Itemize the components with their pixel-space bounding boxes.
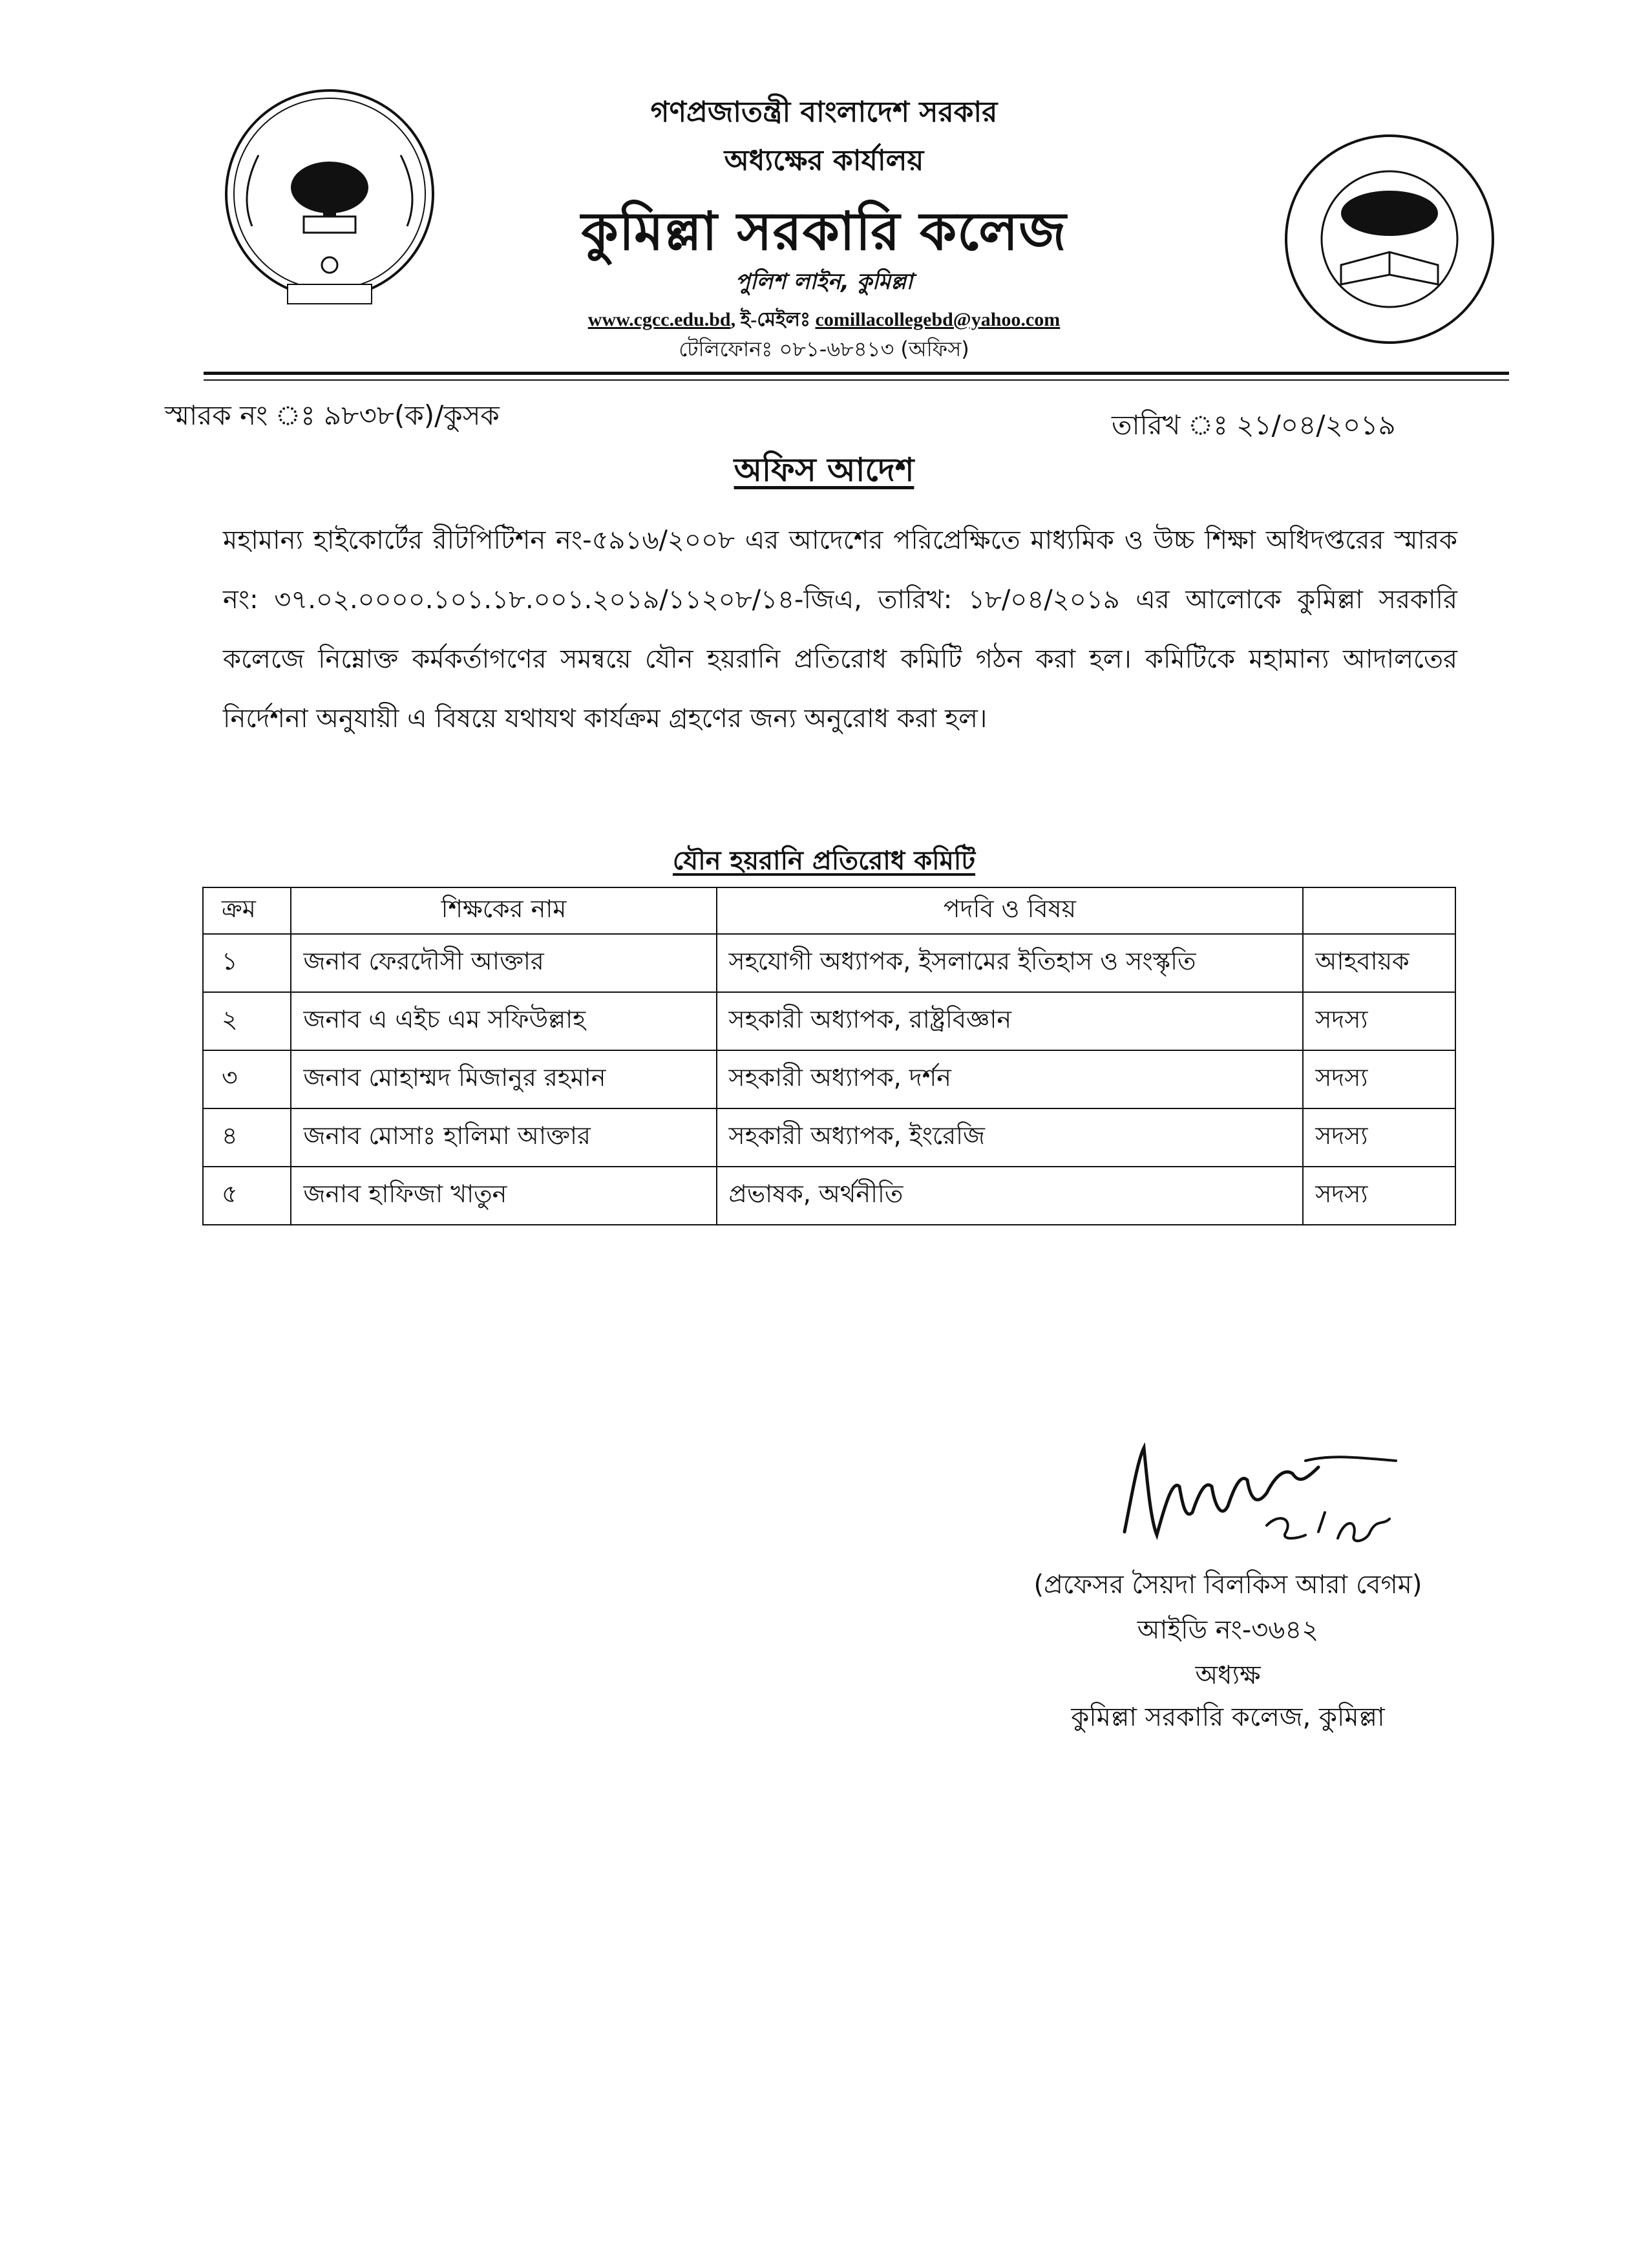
website-link[interactable]: www.cgcc.edu.bd <box>587 309 731 330</box>
row-serial: ৪ <box>203 1108 291 1167</box>
order-body: মহামান্য হাইকোর্টের রীটপিটিশন নং-৫৯১৬/২০০৮ এর আদেশের পরিপ্রেক্ষিতে মাধ্যমিক ও উচ্চ শিক্ষা অধিদপ্তরের স্মারক নং: ৩৭.০২.০০০০.১০১.১৮.০০১.২০১৯/১১২০৮/১৪-জিএ, তারিখ: ১৮/০৪/২০১৯ এর আলোকে কুমিল্লা সরকারি কলেজে নিম্নোক্ত কর্মকর্তাগণের সমন্বয়ে যৌন হয়রানি প্রতিরোধ কমিটি গঠন করা হল। কমিটিকে মহামান্য আদালতের নির্দেশনা অনুযায়ী এ বিষয়ে যথাযথ কার্যক্রম গ্রহণের জন্য অনুরোধ করা হল। <box>223 525 1457 734</box>
college-phone: টেলিফোনঃ ০৮১-৬৮৪১৩ (অফিস) <box>679 337 969 361</box>
signer-title: অধ্যক্ষ <box>1195 1660 1261 1690</box>
handwritten-signature <box>1112 1422 1415 1564</box>
college-name: কুমিল্লা সরকারি কলেজ <box>581 201 1067 262</box>
memo-number: স্মারক নং ঃ ৯৮৩৮(ক)/কুসক <box>165 399 500 431</box>
row-post: সহকারী অধ্যাপক, ইংরেজি <box>717 1108 1304 1167</box>
table-header-row <box>203 887 1455 934</box>
header-divider-thin <box>204 379 1509 381</box>
table-row <box>203 1167 1455 1225</box>
row-serial: ৩ <box>203 1050 291 1108</box>
college-address: পুলিশ লাইন, কুমিল্লা <box>735 269 913 295</box>
row-post: সহকারী অধ্যাপক, দর্শন <box>717 1050 1304 1108</box>
row-role: সদস্য <box>1303 1108 1455 1167</box>
row-name: জনাব এ এইচ এম সফিউল্লাহ <box>291 992 716 1050</box>
header-divider <box>204 372 1509 375</box>
row-name: জনাব মোহাম্মদ মিজানুর রহমান <box>291 1050 716 1108</box>
signer-name: (প্রফেসর সৈয়দা বিলকিস আরা বেগম) <box>1033 1570 1422 1600</box>
contact-web-email: www.cgcc.edu.bd, ই-মেইলঃ comillacollegebd@yahoo.com <box>587 309 1061 330</box>
committee-title: যৌন হয়রানি প্রতিরোধ কমিটি <box>672 846 976 876</box>
row-role: সদস্য <box>1303 1167 1455 1225</box>
header-serial: ক্রম <box>203 887 291 934</box>
row-name: জনাব ফেরদৌসী আক্তার <box>291 934 716 992</box>
row-post: সহযোগী অধ্যাপক, ইসলামের ইতিহাস ও সংস্কৃতি <box>717 934 1304 992</box>
committee-table <box>202 887 1456 1225</box>
signer-college: কুমিল্লা সরকারি কলেজ, কুমিল্লা <box>1071 1702 1385 1732</box>
memo-date: তারিখ ঃ ২১/০৪/২০১৯ <box>1112 409 1396 441</box>
table-row <box>203 1050 1455 1108</box>
header-name: শিক্ষকের নাম <box>291 887 716 934</box>
slogan-seal-logo <box>1280 129 1499 349</box>
header-post: পদবি ও বিষয় <box>717 887 1304 934</box>
table-row <box>203 992 1455 1050</box>
table-row <box>203 934 1455 992</box>
row-post: প্রভাষক, অর্থনীতি <box>717 1167 1304 1225</box>
row-name: জনাব মোসাঃ হালিমা আক্তার <box>291 1108 716 1167</box>
header-role <box>1303 887 1455 934</box>
order-title: অফিস আদেশ <box>734 451 914 489</box>
row-serial: ১ <box>203 934 291 992</box>
signer-id: আইডি নং-৩৬৪২ <box>1137 1615 1319 1645</box>
office-name: অধ্যক্ষের কার্যালয় <box>724 144 924 177</box>
row-name: জনাব হাফিজা খাতুন <box>291 1167 716 1225</box>
row-role: সদস্য <box>1303 992 1455 1050</box>
row-post: সহকারী অধ্যাপক, রাষ্ট্রবিজ্ঞান <box>717 992 1304 1050</box>
government-name: গণপ্রজাতন্ত্রী বাংলাদেশ সরকার <box>650 96 998 129</box>
row-role: আহবায়ক <box>1303 934 1455 992</box>
row-role: সদস্য <box>1303 1050 1455 1108</box>
email-label: ই-মেইলঃ <box>740 309 811 330</box>
table-row <box>203 1108 1455 1167</box>
row-serial: ২ <box>203 992 291 1050</box>
email-link[interactable]: comillacollegebd@yahoo.com <box>815 309 1061 330</box>
row-serial: ৫ <box>203 1167 291 1225</box>
